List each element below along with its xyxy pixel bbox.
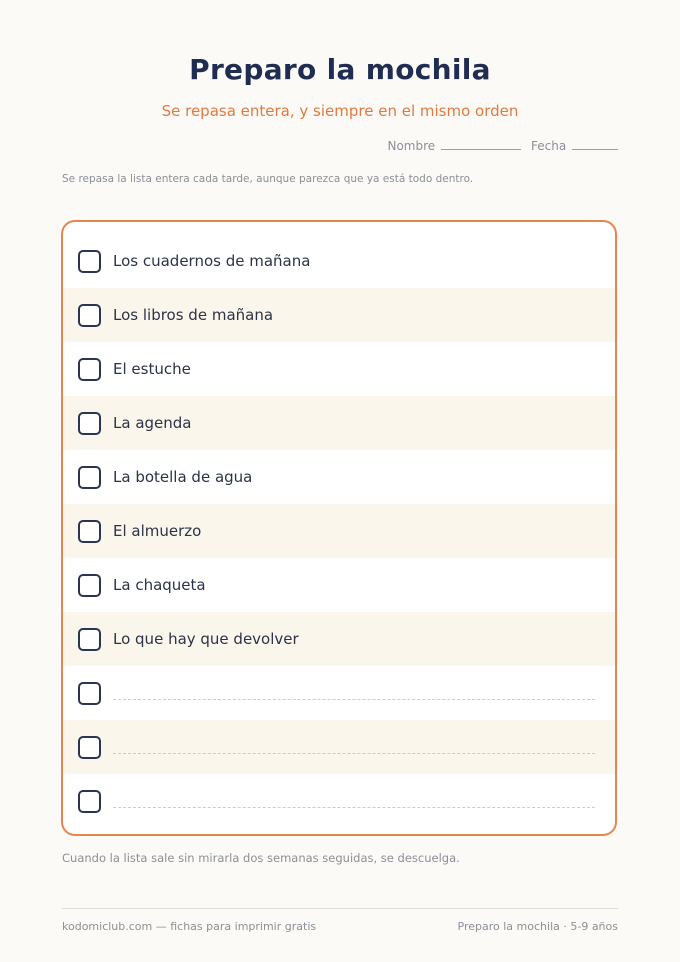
name-date-fields <box>387 139 618 153</box>
checklist-blank-item[interactable] <box>63 720 615 774</box>
checklist-item[interactable] <box>63 450 615 504</box>
checkbox[interactable] <box>78 250 101 273</box>
checklist-item[interactable] <box>63 558 615 612</box>
date-line <box>572 148 618 150</box>
blank-write-line[interactable] <box>113 807 595 808</box>
date-label: Fecha <box>530 139 567 153</box>
checklist-item[interactable] <box>63 504 615 558</box>
checklist-item-label: Lo que hay que devolver <box>113 630 299 648</box>
footnote: Cuando la lista sale sin mirarla dos semanas seguidas, se descuelga. <box>62 851 460 865</box>
checkbox[interactable] <box>78 790 101 813</box>
checklist-item-label: La agenda <box>113 414 192 432</box>
checklist-card <box>61 220 617 836</box>
checklist-item[interactable] <box>63 342 615 396</box>
name-label: Nombre <box>387 139 436 153</box>
checklist-item-label: El estuche <box>113 360 191 378</box>
checkbox[interactable] <box>78 466 101 489</box>
checkbox[interactable] <box>78 628 101 651</box>
checkbox[interactable] <box>78 358 101 381</box>
footer-divider <box>62 908 618 909</box>
checkbox[interactable] <box>78 520 101 543</box>
blank-write-line[interactable] <box>113 753 595 754</box>
intro-text: Se repasa la lista entera cada tarde, aunque parezca que ya está todo dentro. <box>62 173 474 185</box>
checkbox[interactable] <box>78 682 101 705</box>
checklist-item-label: Los libros de mañana <box>113 306 274 324</box>
checklist-item[interactable] <box>63 288 615 342</box>
checkbox[interactable] <box>78 412 101 435</box>
checklist-blank-item[interactable] <box>63 666 615 720</box>
footer-sheet-info: Preparo la mochila · 5-9 años <box>457 920 618 933</box>
footer-site-credit: kodomiclub.com — fichas para imprimir gratis <box>62 920 317 933</box>
checkbox[interactable] <box>78 574 101 597</box>
checklist-item-label: El almuerzo <box>113 522 202 540</box>
checklist-blank-item[interactable] <box>63 774 615 828</box>
checklist-item-label: La chaqueta <box>113 576 206 594</box>
checklist-item[interactable] <box>63 612 615 666</box>
page-subtitle: Se repasa entera, y siempre en el mismo orden <box>161 102 519 120</box>
checklist-item[interactable] <box>63 234 615 288</box>
checklist-item-label: Los cuadernos de mañana <box>113 252 311 270</box>
name-line <box>441 148 521 150</box>
page-title: Preparo la mochila <box>189 53 491 86</box>
date-field[interactable] <box>531 139 618 153</box>
checklist-item-label: La botella de agua <box>113 468 253 486</box>
checklist-item[interactable] <box>63 396 615 450</box>
name-field[interactable] <box>387 139 521 153</box>
blank-write-line[interactable] <box>113 699 595 700</box>
checkbox[interactable] <box>78 736 101 759</box>
checkbox[interactable] <box>78 304 101 327</box>
